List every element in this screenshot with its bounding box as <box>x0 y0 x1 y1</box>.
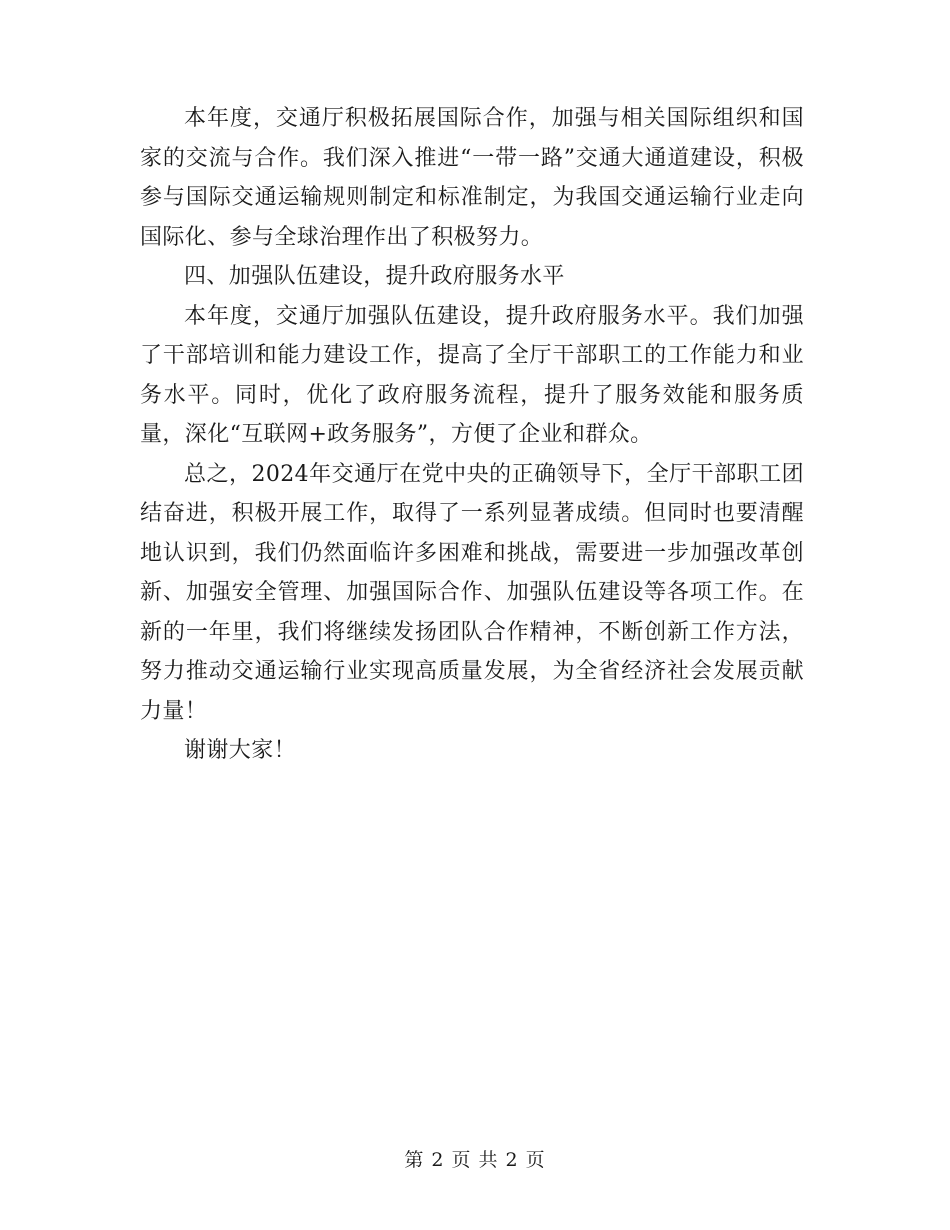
paragraph-team-building: 本年度，交通厅加强队伍建设，提升政府服务水平。我们加强了干部培训和能力建设工作，提高了全厅干部职工的工作能力和业务水平。同时，优化了政府服务流程，提升了服务效能和服务质量，深化“互联网+政务服务”，方便了企业和群众。 <box>140 303 804 447</box>
document-body <box>140 99 804 771</box>
paragraph-summary: 总之，2024年交通厅在党中央的正确领导下，全厅干部职工团结奋进，积极开展工作，取得了一系列显著成绩。但同时也要清醒地认识到，我们仍然面临许多困难和挑战，需要进一步加强改革创新、加强安全管理、加强国际合作、加强队伍建设等各项工作。在新的一年里，我们将继续发扬团队合作精神，不断创新工作方法，努力推动交通运输行业实现高质量发展，为全省经济社会发展贡献力量！ <box>140 461 804 724</box>
section-heading-team-building: 四、加强队伍建设，提升政府服务水平 <box>184 264 565 289</box>
paragraph-thanks: 谢谢大家！ <box>184 738 297 763</box>
page-number-footer: 第 2 页 共 2 页 <box>404 1149 546 1171</box>
paragraph-international-cooperation: 本年度，交通厅积极拓展国际合作，加强与相关国际组织和国家的交流与合作。我们深入推进“一带一路”交通大通道建设，积极参与国际交通运输规则制定和标准制定，为我国交通运输行业走向国际化、参与全球治理作出了积极努力。 <box>140 106 804 250</box>
